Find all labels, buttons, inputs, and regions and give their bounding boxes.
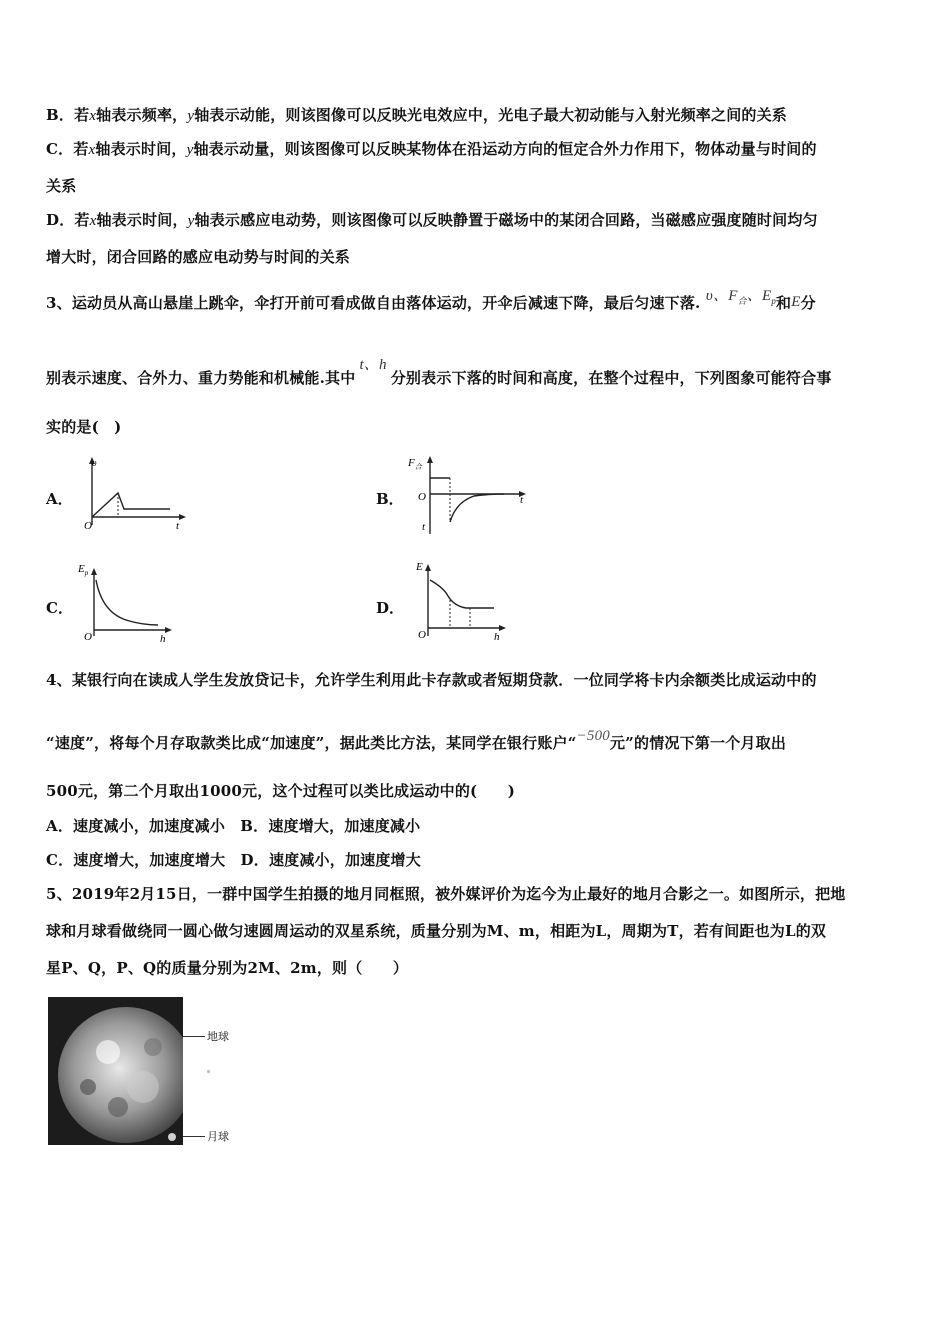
b-y-axis-label: $F_合$ xyxy=(408,457,422,471)
q4-options-cd: C．速度增大，加速度增大 D．速度减小，加速度增大 xyxy=(46,851,421,869)
q3-option-c-label: C． xyxy=(46,599,73,617)
q3-symbols: υ、$F_合$、$E_p$ xyxy=(705,288,777,306)
q3-option-a-graph xyxy=(78,455,188,533)
q4-amount: −500 xyxy=(576,728,610,744)
q2-option-d-cont: 增大时，闭合回路的感应电动势与时间的关系 xyxy=(46,248,351,266)
q4-options-ab: A．速度减小，加速度减小 B．速度增大，加速度减小 xyxy=(46,817,421,835)
earth-moon-photo xyxy=(48,997,183,1145)
q5-stem-line3: 星P、Q，P、Q的质量分别为2M、2m，则（ ） xyxy=(46,959,409,977)
speck xyxy=(207,1070,210,1073)
q4-stem-line1: 4、某银行向在读成人学生发放贷记卡，允许学生利用此卡存款或者短期贷款．一位同学将卡内余额类比成运动中的 xyxy=(46,671,817,689)
d-x-axis-label: h xyxy=(494,631,500,643)
q5-stem-line1: 5、2019年2月15日，一群中国学生拍摄的地月同框照，被外媒评价为迄今为止最好的地月合影之一。如图所示，把地 xyxy=(46,885,846,903)
c-y-axis-label: $E_p$ xyxy=(78,563,89,577)
d-origin-label: O xyxy=(418,629,426,641)
q3-option-a-label: A． xyxy=(46,490,73,508)
q3-option-b-label: B． xyxy=(376,490,404,508)
q4-stem-line3: 500元，第二个月取出1000元，这个过程可以类比成运动中的( ) xyxy=(46,782,516,800)
b-extra-label: t xyxy=(422,521,426,533)
q2-option-c: C．若x轴表示时间，y轴表示动量，则该图像可以反映某物体在沿运动方向的恒定合外力作用下，物体动量与时间的 xyxy=(46,140,817,158)
q4-stem-line2: “速度”，将每个月存取款类比成“加速度”，据此类比方法，某同学在银行账户“−500元”的情况下第一个月取出 xyxy=(46,728,787,752)
q3-option-d-label: D． xyxy=(376,599,405,617)
earth-moon-illustration xyxy=(48,997,183,1145)
moon-label: 月球 xyxy=(207,1130,229,1143)
q3-option-b-graph xyxy=(404,450,534,535)
a-origin-label: O xyxy=(84,520,92,532)
c-origin-label: O xyxy=(84,631,92,643)
a-x-axis-label: t xyxy=(176,520,180,532)
d-y-axis-label: E xyxy=(416,561,423,573)
moon-leader-line xyxy=(183,1136,205,1137)
b-origin-label: O xyxy=(418,491,426,503)
q3-stem-line3: 实的是( ) xyxy=(46,418,122,436)
q2-option-d: D．若x轴表示时间，y轴表示感应电动势，则该图像可以反映静置于磁场中的某闭合回路，当磁感应强度随时间均匀 xyxy=(46,211,818,229)
q3-stem-line1: 3、运动员从高山悬崖上跳伞，伞打开前可看成做自由落体运动，开伞后减速下降，最后匀速下落. υ、$F_合$、$E_p$和E分 xyxy=(46,288,816,312)
q2-option-b: B．若x轴表示频率，y轴表示动能，则该图像可以反映光电效应中，光电子最大初动能与入射光频率之间的关系 xyxy=(46,106,788,124)
b-x-axis-label: t xyxy=(520,494,524,506)
q2-option-c-cont: 关系 xyxy=(46,177,77,195)
q3-option-c-graph xyxy=(76,560,176,645)
q3-option-d-graph xyxy=(410,560,510,645)
earth-leader-line xyxy=(183,1036,205,1037)
q3-stem-line2: 别表示速度、合外力、重力势能和机械能.其中t、h分别表示下落的时间和高度，在整个过程中，下列图象可能符合事 xyxy=(46,357,832,387)
earth-label: 地球 xyxy=(207,1030,229,1043)
q5-stem-line2: 球和月球看做绕同一圆心做匀速圆周运动的双星系统，质量分别为M、m，相距为L，周期为T，若有间距也为L的双 xyxy=(46,922,827,940)
a-y-axis-label: υ xyxy=(92,458,97,469)
c-x-axis-label: h xyxy=(160,633,166,645)
moon-dot xyxy=(168,1133,176,1141)
